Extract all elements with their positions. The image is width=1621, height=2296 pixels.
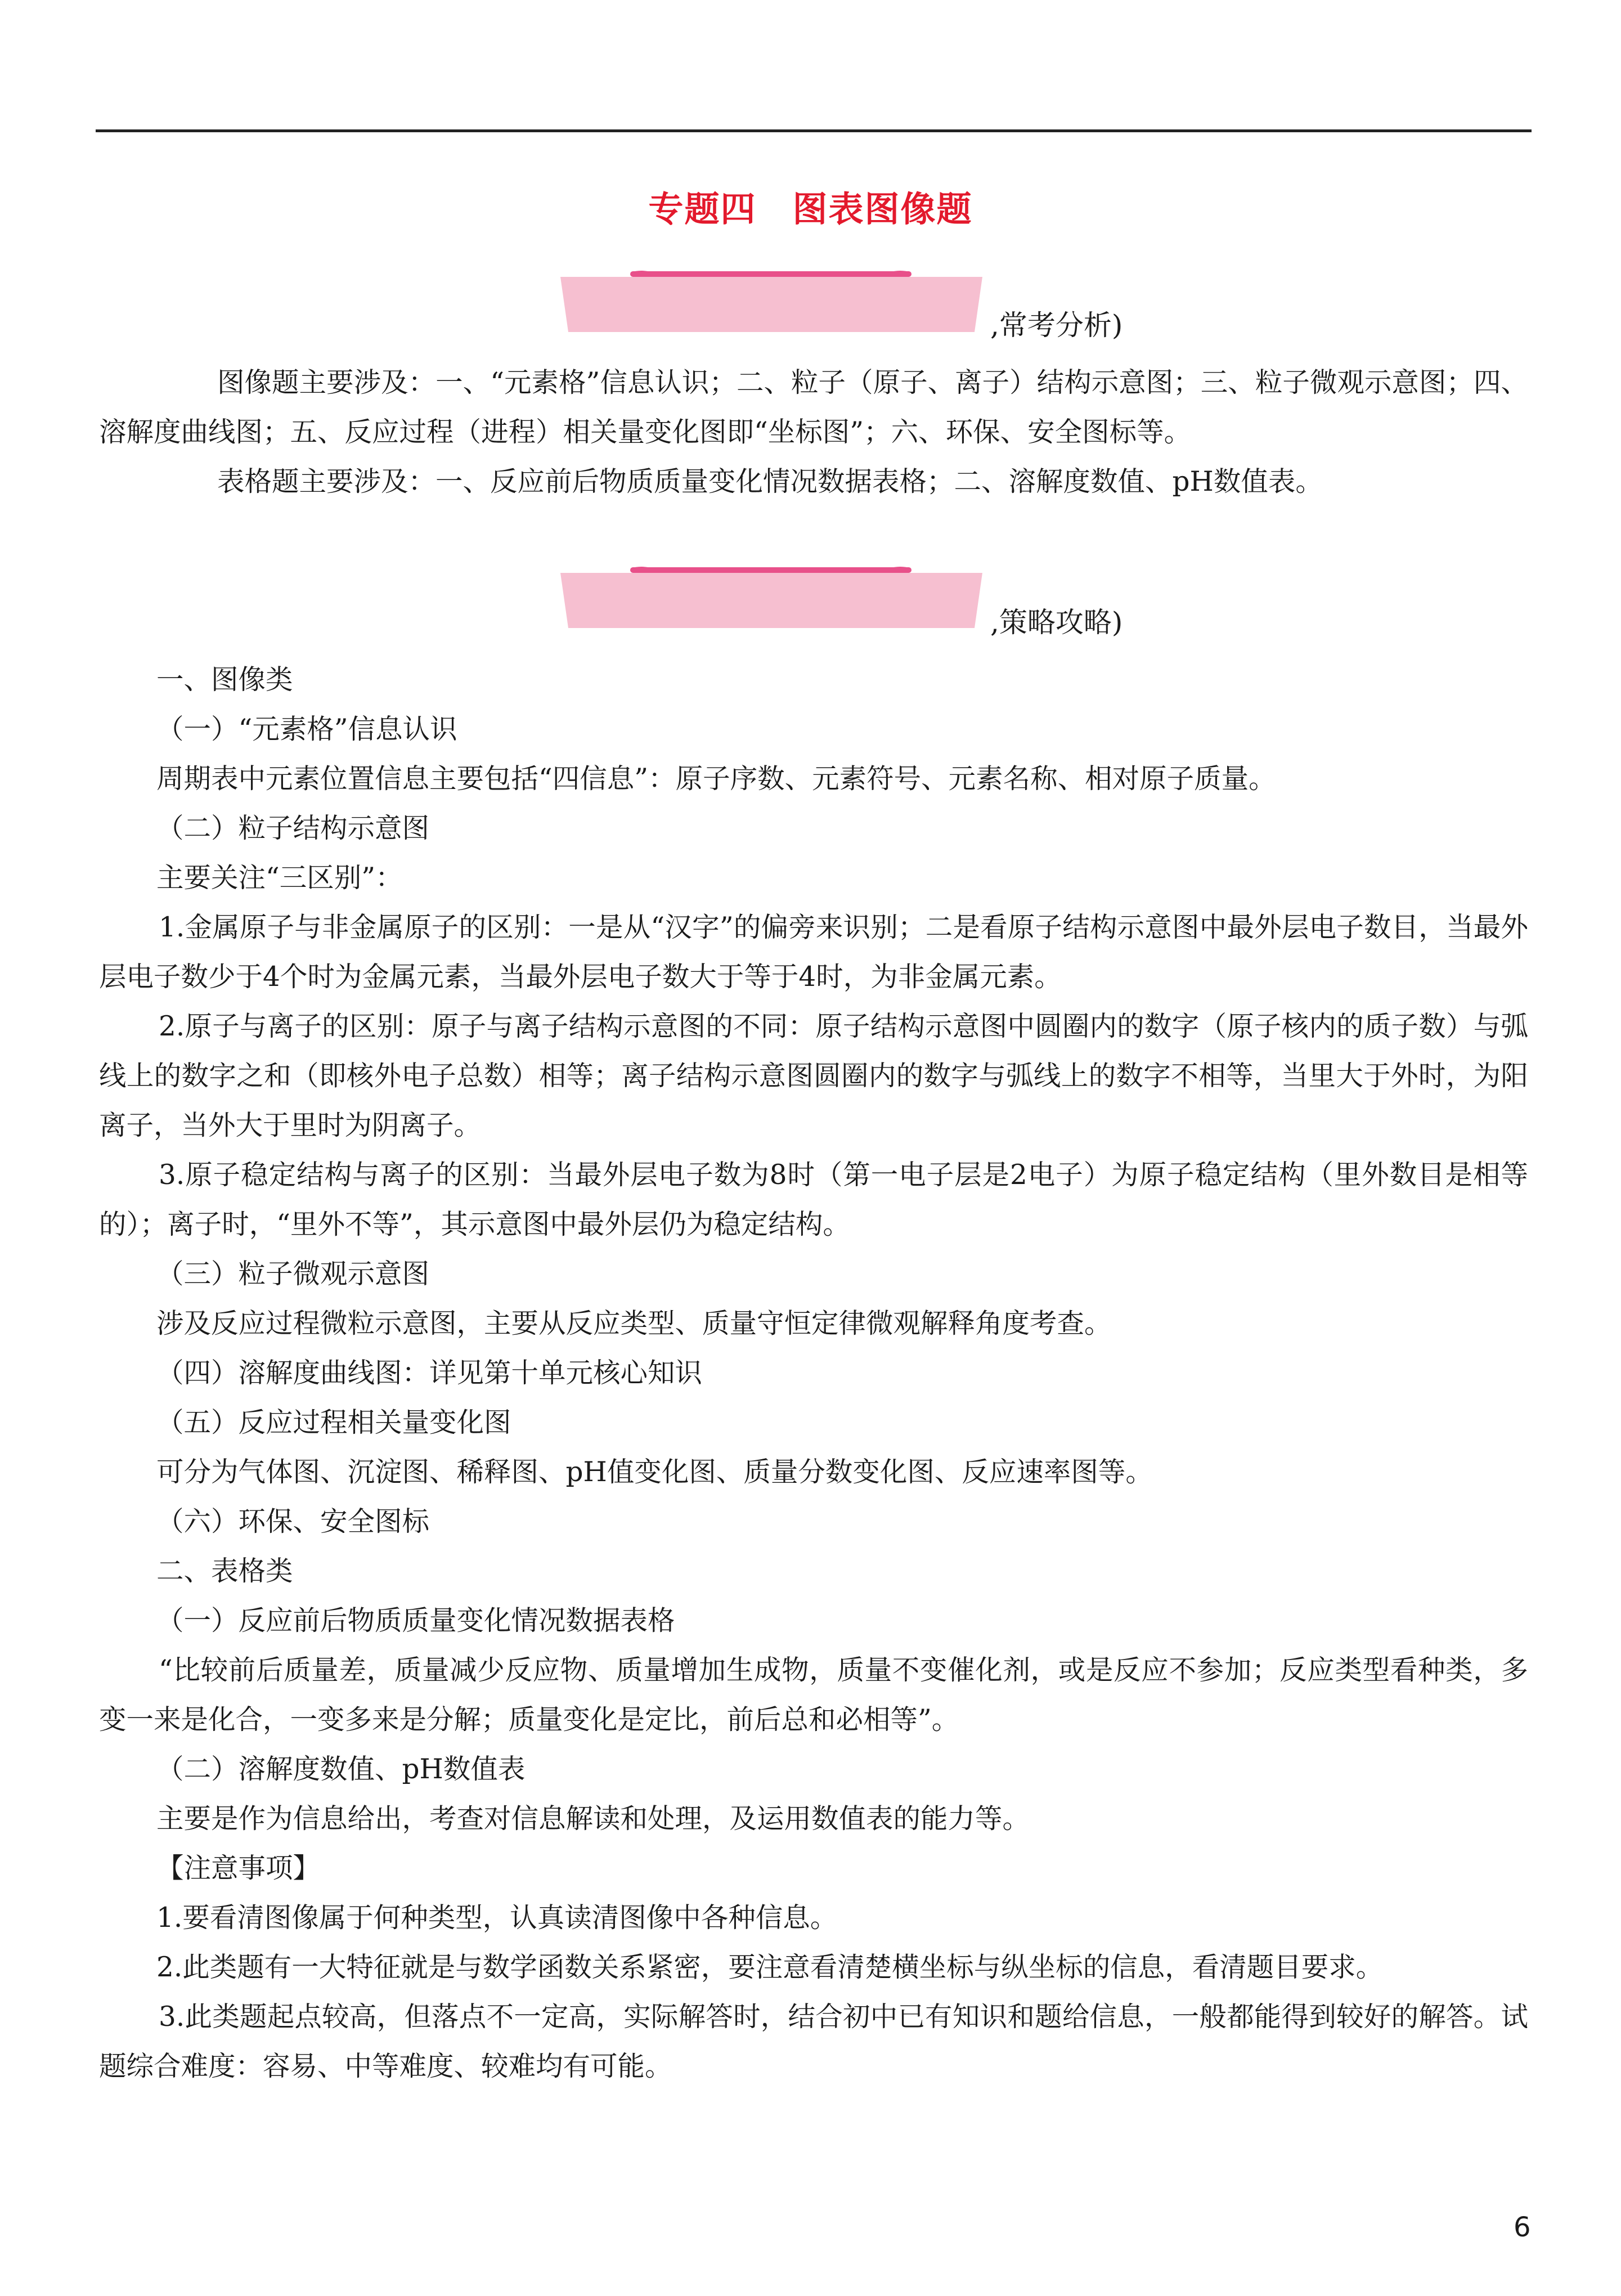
particle-item-2: 2.原子与离子的区别：原子与离子结构示意图的不同：原子结构示意图中圆圈内的数字（原子核内的质子数）与弧线上的数字之和（即核外电子总数）相等；离子结构示意图圆圈内的数字与弧线上的数字不相等，当里大于外时，为阳离子，当外大于里时为阴离子。 [99,1011,1528,1141]
note-item-1: 1.要看清图像属于何种类型，认真读清图像中各种信息。 [156,1902,838,1934]
particle-item-3: 3.原子稳定结构与离子的区别：当最外层电子数为8时（第一电子层是2电子）为原子稳定结构（里外数目是相等的）；离子时，“里外不等”，其示意图中最外层仍为稳定结构。 [99,1159,1528,1240]
subheading-reaction-graph: （五）反应过程相关量变化图 [156,1407,511,1438]
subheading-safety-icons: （六）环保、安全图标 [156,1506,430,1537]
section-label-strategy: ,策略攻略) [990,606,1123,639]
mass-table-text: “比较前后质量差，质量减少反应物、质量增加生成物，质量不变催化剂，或是反应不参加；反应类型看种类，多变一来是化合，一变多来是分解；质量变化是定比，前后总和必相等”。 [99,1654,1528,1736]
ribbon-icon [557,269,986,335]
subheading-value-table: （二）溶解度数值、pH数值表 [156,1754,526,1785]
note-item-3: 3.此类题起点较高，但落点不一定高，实际解答时，结合初中已有知识和题给信息，一般都能得到较好的解答。试题综合难度：容易、中等难度、较难均有可能。 [99,2001,1528,2082]
ribbon-icon [557,565,986,631]
subheading-mass-table: （一）反应前后物质质量变化情况数据表格 [156,1605,675,1636]
section-banner-analysis [557,269,986,335]
analysis-paragraph-2: 表格题主要涉及：一、反应前后物质质量变化情况数据表格；二、溶解度数值、pH数值表。 [217,466,1323,497]
page-number: 6 [1514,2212,1531,2243]
reaction-graph-text: 可分为气体图、沉淀图、稀释图、pH值变化图、质量分数变化图、反应速率图等。 [156,1456,1153,1488]
micro-diagram-text: 涉及反应过程微粒示意图，主要从反应类型、质量守恒定律微观解释角度考查。 [156,1308,1112,1339]
page-title: 专题四 图表图像题 [648,189,973,230]
section-banner-strategy [557,565,986,631]
particle-structure-intro: 主要关注“三区别”： [156,862,403,894]
note-item-2: 2.此类题有一大特征就是与数学函数关系紧密，要注意看清楚横坐标与纵坐标的信息，看清题目要求。 [156,1952,1384,1983]
value-table-text: 主要是作为信息给出，考查对信息解读和处理，及运用数值表的能力等。 [156,1803,1030,1835]
element-cell-text: 周期表中元素位置信息主要包括“四信息”：原子序数、元素符号、元素名称、相对原子质量。 [156,763,1276,795]
heading-images: 一、图像类 [156,664,293,696]
subheading-particle-structure: （二）粒子结构示意图 [156,813,430,844]
header-rule [96,129,1532,132]
subheading-element-cell: （一）“元素格”信息认识 [156,714,457,745]
section-label-analysis: ,常考分析) [990,309,1123,342]
heading-tables: 二、表格类 [156,1555,293,1587]
subheading-solubility-curve: （四）溶解度曲线图：详见第十单元核心知识 [156,1357,703,1389]
subheading-micro-diagram: （三）粒子微观示意图 [156,1258,430,1290]
notes-heading: 【注意事项】 [156,1853,321,1884]
particle-item-1: 1.金属原子与非金属原子的区别：一是从“汉字”的偏旁来识别；二是看原子结构示意图中最外层电子数目，当最外层电子数少于4个时为金属元素，当最外层电子数大于等于4时，为非金属元素。 [99,912,1528,993]
analysis-paragraph-1: 图像题主要涉及：一、“元素格”信息认识；二、粒子（原子、离子）结构示意图；三、粒子微观示意图；四、溶解度曲线图；五、反应过程（进程）相关量变化图即“坐标图”；六、环保、安全图标等。 [99,367,1528,448]
